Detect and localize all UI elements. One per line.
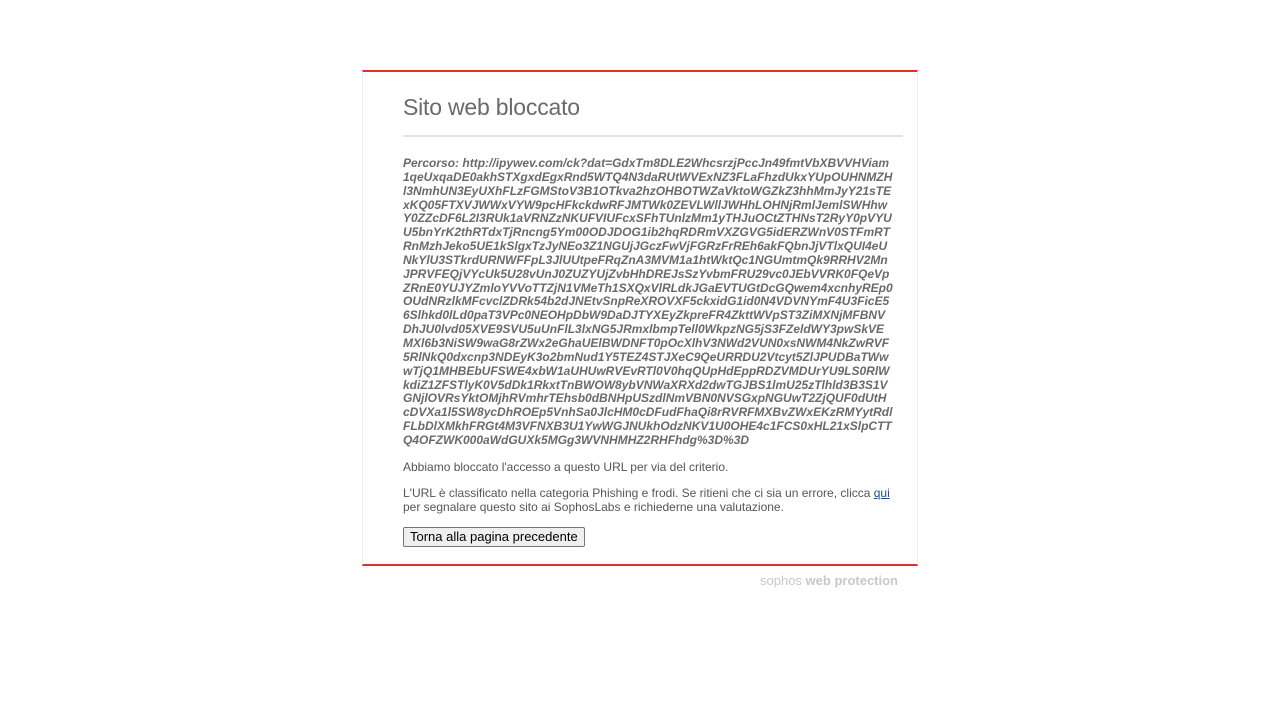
page-title: Sito web bloccato xyxy=(403,94,580,120)
category-message xyxy=(403,486,903,514)
blocked-path xyxy=(403,157,893,448)
path-url: http://ipywev.com/ck?dat=GdxTm8DLE2WhcsrzjPccJn49fmtVbXBVVHViam1qeUxqaDE0akhSTXgxdEgxRnd5WTQ4N3daRUtWVExNZ3FLaFhzdUkxYUpOUHNMZHl3NmhUN3EyUXhFLzFGMStoV3B1OTkva2hzOHBOTWZaVktoWGZkZ3hhMmJyY21sTExKQ05FTXVJWWxVYW9pcHFkckdwRFJMTWk0ZEVLWllJWHhLOHNjRmlJemlSWHhwY0ZZcDF6L2I3RUk1aVRNZzNKUFVIUFcxSFhTUnlzMm1yTHJuOCtZTHNsT2RyY0pVYUU5bnYrK2thRTdxTjRncng5Ym00ODJDOG1ib2hqRDRmVXZGVG5idERZWnV0STFmRTRnMzhJeko5UE1kSlgxTzJyNEo3Z1NGUjJGczFwVjFGRzFrREh6akFQbnJjVTlxQUI4eUNkYlU3STkrdURNWFFpL3JlUUtpeFRqZnA3MVM1a1htWktQc1NGUmtmQk9RRHV2MnJPRVFEQjVYcUk5U28vUnJ0ZUZYUjZvbHhDREJsSzYvbmFRU29vc0JEbVVRK0FQeVpZRnE0YUJYZmloYVVoTTZjN1VMeTh1SXQxVlRLdkJGaEVTUGtDcGQwem4xcnhyREp0OUdNRzlkMFcvclZDRk54b2dJNEtvSnpReXROVXF5ckxidG1id0N4VDVNYmF4U3FicE56Slhkd0lLd0paT3VPc0NEOHpDbW9DaDJTYXEyZkpreFR4ZkttWVpST3ZiMXNjMFBNVDhJU0lvd05XVE9SVU5uUnFlL3lxNG5JRmxlbmpTell0WkpzNG5jS3FZeldWY3pwSkVEMXl6b3NiSW9waG8rZWx2eGhaUElBWDNFT0pOcXlhV3NWd2VUN0xsNWM4NkZwRVF5RlNkQ0dxcnp3NDEyK3o2bmNud1Y5TEZ4STJXeC9QeURRDU2Vtcyt5ZlJPUDBaTWwwTjQ1MHBEbUFSWE4xbW1aUHUwRVEvRTl0V0hqQUpHdEppRDZVMDUrYU9LS0RlWkdiZ1ZFSTlyK0V5dDk1RkxtTnBWOW8ybVNWaXRXd2dwTGJBS1lmU25zTlhld3B3S1VGNjlOVRsYktOMjhRVmhrTEhsb0dBNHpUSzdlNmVBN0NVSGxpNGUwT2ZjQUF0dUtHcDVXa1l5SW8ycDhROEp5VnhSa0JlcHM0cDFudFhaQi8rRVRFMXBvZWxEKzRMYytRdlFLbDlXMkhFRGt4M3VFNXB3U1YwWGJNUkhOdzNKV1U0OHE4c1FCS0xHL21xSlpCTTQ4OFZWK000aWdGUXk5MGg3WVNHMHZ2RHFhdg%3D%3D xyxy=(403,156,893,447)
category-message-before: L'URL è classificato nella categoria Phishing e frodi. Se ritieni che ci sia un errore, clicca xyxy=(403,485,874,500)
path-label: Percorso: xyxy=(403,156,460,170)
report-link[interactable]: qui xyxy=(873,485,890,500)
footer-brand xyxy=(760,573,898,588)
back-button[interactable]: Torna alla pagina precedente xyxy=(403,527,585,547)
category-message-after: per segnalare questo sito ai SophosLabs e richiederne una valutazione. xyxy=(403,499,784,514)
footer-brand-light: sophos xyxy=(760,573,806,588)
blocked-page-card xyxy=(362,70,918,566)
footer-brand-bold: web protection xyxy=(805,573,898,588)
title-divider xyxy=(403,135,903,137)
blocked-message: Abbiamo bloccato l'accesso a questo URL per via del criterio. xyxy=(403,459,729,474)
card-content xyxy=(403,72,903,547)
